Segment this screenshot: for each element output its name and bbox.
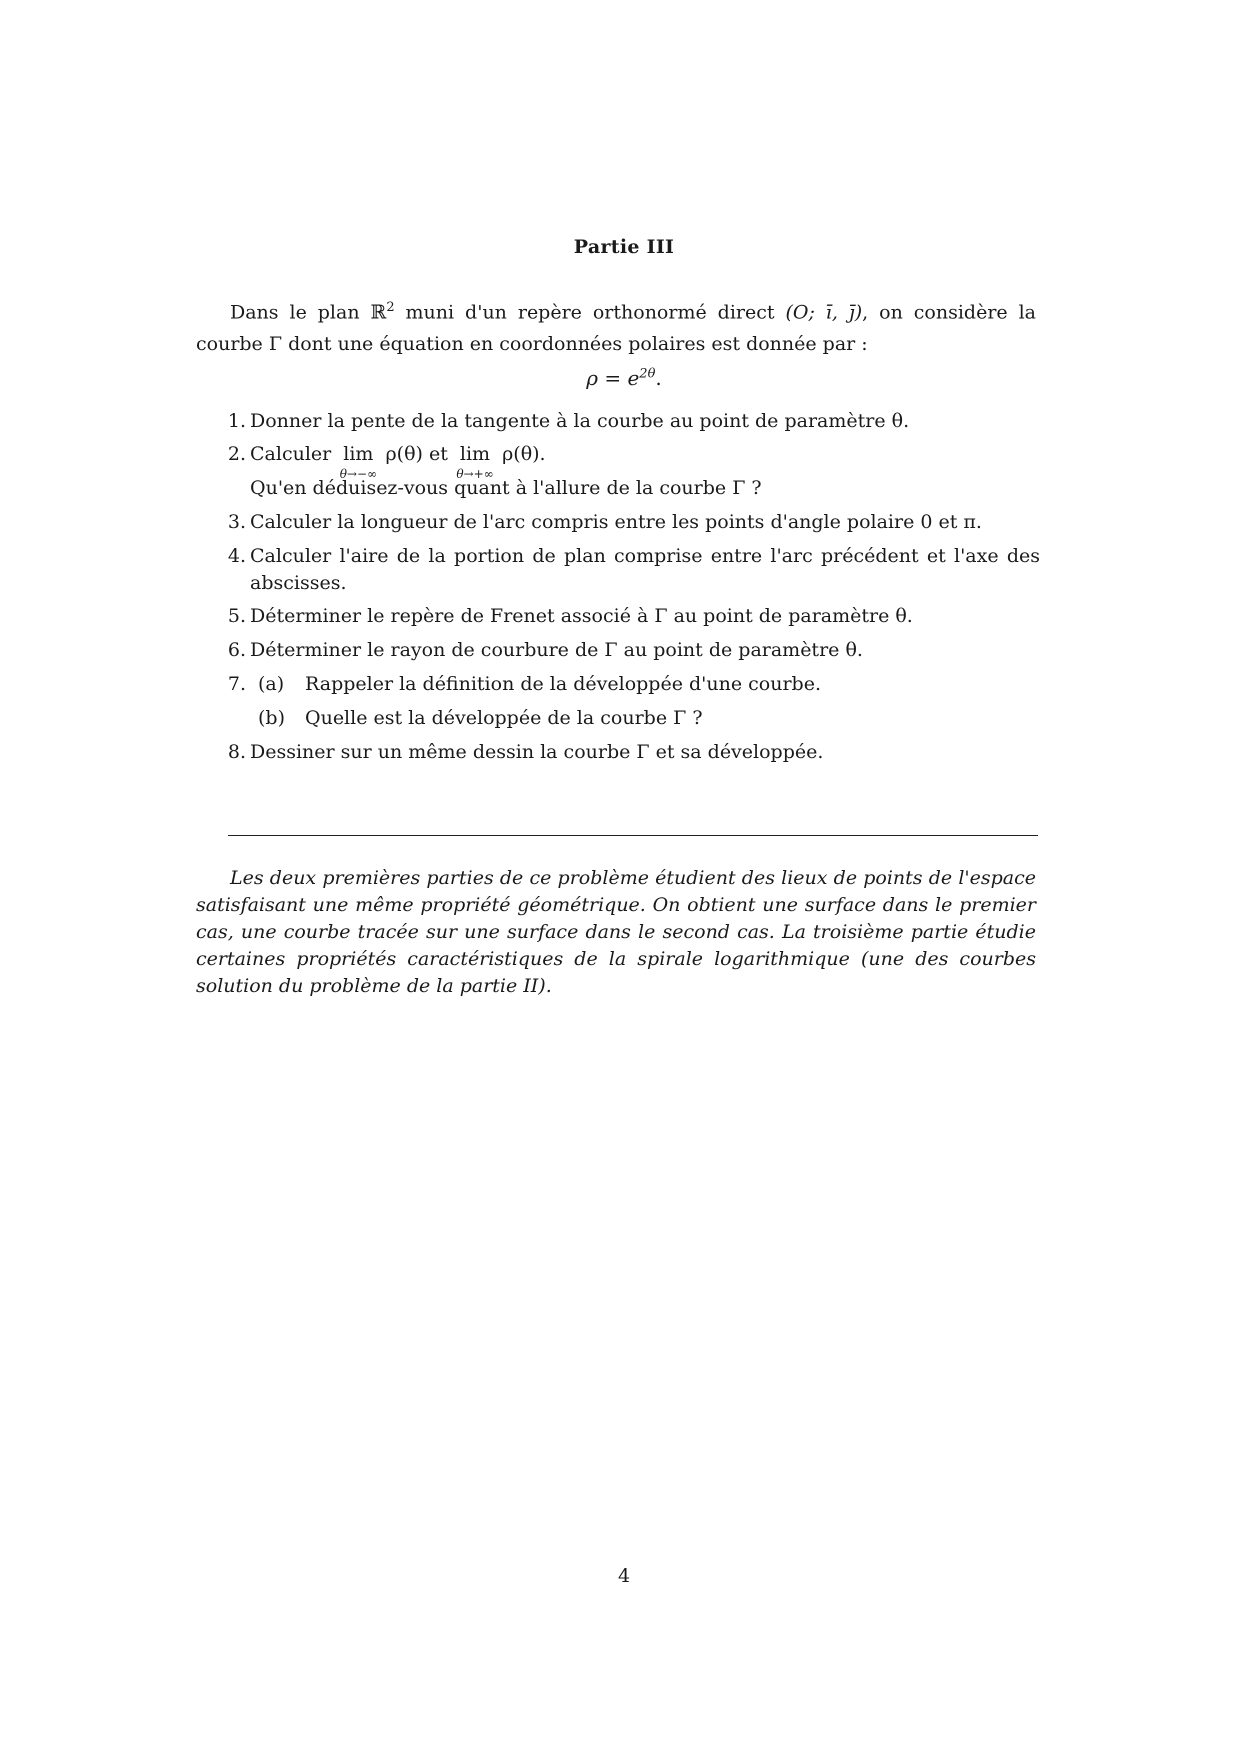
question-number: 5. (227, 605, 246, 627)
lim-operator: lim (343, 443, 374, 465)
lim-subscript-minus: θ→−∞ (339, 467, 378, 481)
question-text: Dessiner sur un même dessin la courbe Γ et sa développée. (250, 741, 824, 763)
subquestion-label: (a) (258, 673, 285, 695)
question-text: Déterminer le rayon de courbure de Γ au point de paramètre θ. (250, 639, 863, 661)
subquestion-label: (b) (258, 707, 285, 729)
question-number: 2. (227, 443, 246, 465)
q2-middle: ρ(θ) et (385, 443, 448, 465)
question-text: Déterminer le repère de Frenet associé à Γ au point de paramètre θ. (250, 605, 913, 627)
abstract-paragraph (196, 865, 1036, 1000)
question-2-line2 (220, 475, 1040, 502)
equation-lhs: ρ = e (586, 366, 640, 390)
page-number: 4 (617, 1565, 631, 1587)
frame-notation: (O; ī, j̄) (785, 301, 863, 324)
intro-paragraph (196, 292, 1036, 360)
question-number: 4. (227, 545, 246, 567)
polar-equation (0, 366, 1248, 390)
subquestion-text: Quelle est la développée de la courbe Γ ? (305, 707, 703, 729)
q2-calculer: Calculer (250, 443, 332, 465)
section-title: Partie III (573, 236, 675, 258)
equation-exponent: 2θ (639, 366, 656, 382)
question-1 (220, 408, 1040, 435)
abstract-text: Les deux premières parties de ce problème étudient des lieux de points de l'espace satisfaisant une même propriété géométrique. On obtient une surface dans le premier cas, une courbe tracée sur une surface dans le second cas. La troisième partie étudie certaines propriétés caractéristiques de la spirale logarithmique (une des courbes solution du problème de la partie II). (196, 867, 1036, 997)
question-5 (220, 603, 1040, 630)
intro-prefix: Dans le plan (230, 301, 371, 324)
intro-middle: muni d'un repère orthonormé direct (394, 301, 786, 324)
horizontal-divider (228, 835, 1038, 836)
real-plane-symbol: ℝ (370, 301, 387, 324)
limit-plus-infinity (456, 441, 494, 481)
question-number: 7. (227, 673, 246, 695)
real-plane-exponent: 2 (386, 300, 395, 315)
question-number: 1. (227, 410, 246, 432)
question-7b (220, 705, 1040, 732)
question-text: Calculer la longueur de l'arc compris entre les points d'angle polaire 0 et π. (250, 511, 982, 533)
question-3 (220, 509, 1040, 536)
q2-end: ρ(θ). (502, 443, 546, 465)
question-text (250, 441, 1040, 481)
question-number: 3. (227, 511, 246, 533)
lim-operator: lim (459, 443, 491, 465)
equation-end: . (655, 366, 662, 390)
question-4 (220, 543, 1040, 597)
question-text: Donner la pente de la tangente à la courbe au point de paramètre θ. (250, 410, 910, 432)
question-number: 6. (227, 639, 246, 661)
question-8 (220, 739, 1040, 766)
question-6 (220, 637, 1040, 664)
question-2 (220, 441, 1040, 481)
intro-suffix: , on considère la courbe Γ dont une équation en coordonnées polaires est donnée par : (196, 301, 1036, 356)
limit-minus-infinity (339, 441, 378, 481)
question-text: Calculer l'aire de la portion de plan comprise entre l'arc précédent et l'axe des abscisses. (250, 545, 1040, 594)
question-7a (220, 671, 1040, 698)
question-number: 8. (227, 741, 246, 763)
question-text: Qu'en déduisez-vous quant à l'allure de la courbe Γ ? (250, 477, 762, 499)
subquestion-text: Rappeler la définition de la développée d'une courbe. (305, 673, 821, 695)
lim-subscript-plus: θ→+∞ (456, 467, 494, 481)
